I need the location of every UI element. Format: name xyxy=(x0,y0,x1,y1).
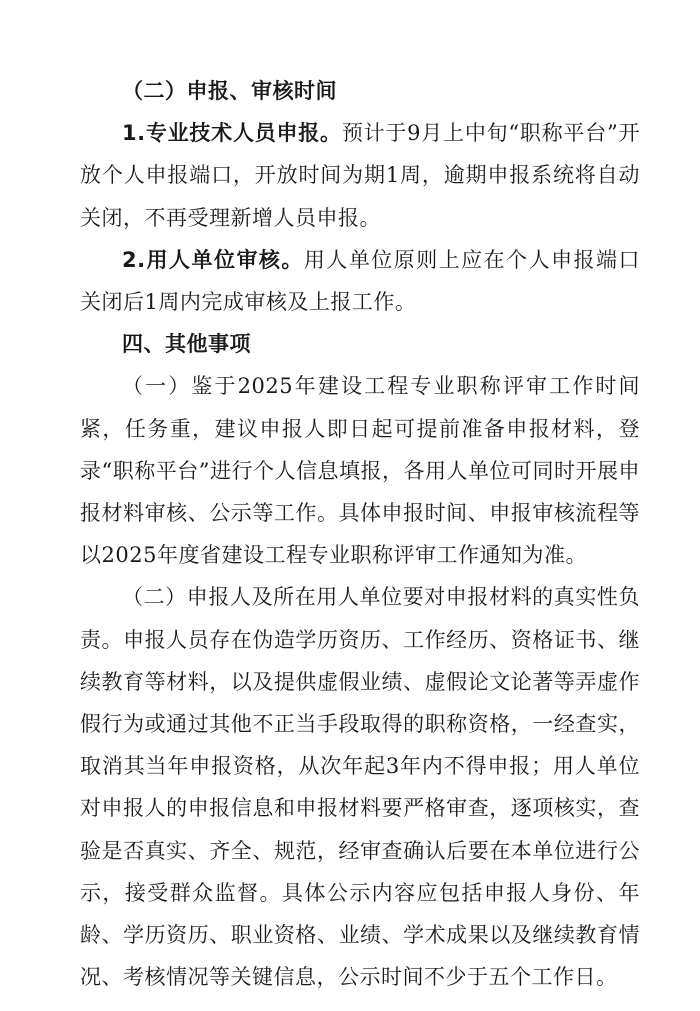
paragraph-other-1: （一）鉴于2025年建设工程专业职称评审工作时间紧，任务重，建议申报人即日起可提前准备申报材料，登录“职称平台”进行个人信息填报，各用人单位可同时开展申报材料审核、公示等工作。具体申报时间、申报审核流程等以2025年度省建设工程专业职称评审工作通知为准。 xyxy=(80,374,640,568)
item-1-text: 预计于9月上中旬“职称平台”开放个人申报端口，开放时间为期1周，逾期申报系统将自动关闭，不再受理新增人员申报。 xyxy=(80,121,640,230)
paragraph-other-2: （二）申报人及所在用人单位要对申报材料的真实性负责。申报人员存在伪造学历资历、工作经历、资格证书、继续教育等材料，以及提供虚假业绩、虚假论文论著等弄虚作假行为或通过其他不正当手段取得的职称资格，一经查实，取消其当年申报资格，从次年起3年内不得申报；用人单位对申报人的申报信息和申报材料要严格审查，逐项核实，查验是否真实、齐全、规范，经审查确认后要在本单位进行公示，接受群众监督。具体公示内容应包括申报人身份、年龄、学历资历、职业资格、业绩、学术成果以及继续教育情况、考核情况等关键信息，公示时间不少于五个工作日。 xyxy=(80,585,640,990)
item-2-text: 用人单位原则上应在个人申报端口关闭后1周内完成审核及上报工作。 xyxy=(80,247,640,315)
item-1-title: 1.专业技术人员申报。 xyxy=(122,121,342,146)
document-body xyxy=(80,70,640,998)
paragraph-item-2 xyxy=(80,239,640,323)
section-heading-other-matters: 四、其他事项 xyxy=(122,332,251,357)
paragraph-item-1 xyxy=(80,112,640,239)
section-heading-application-review-time: （二）申报、审核时间 xyxy=(122,79,337,103)
item-2-title: 2.用人单位审核。 xyxy=(122,247,304,272)
